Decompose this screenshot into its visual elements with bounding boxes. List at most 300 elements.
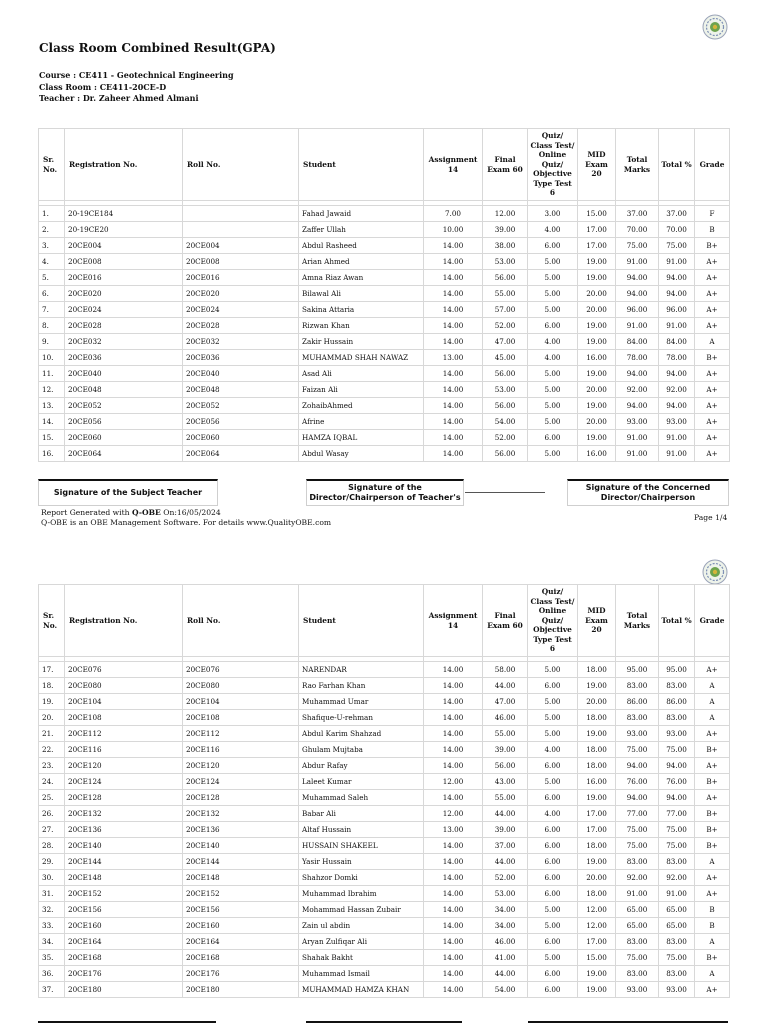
total-percent-cell: 91.00 [659,430,695,446]
assignment-cell: 14.00 [424,966,483,982]
total-percent-cell: 94.00 [659,366,695,382]
total-percent-cell: 76.00 [659,774,695,790]
col-student: Student [299,129,424,201]
total-marks-cell: 91.00 [616,254,659,270]
mid-exam-cell: 16.00 [578,774,616,790]
table-row [39,918,730,934]
total-marks-cell: 37.00 [616,206,659,222]
table-row [39,334,730,350]
student-cell: Shafique-U-rehman [299,710,424,726]
quiz-cell: 6.00 [528,838,578,854]
registration-cell: 20CE168 [65,950,183,966]
total-marks-cell: 92.00 [616,870,659,886]
grade-cell: A+ [695,414,730,430]
quiz-cell: 6.00 [528,854,578,870]
sr-cell: 20. [39,710,65,726]
signature-strip [38,479,730,505]
student-cell: HAMZA IQBAL [299,430,424,446]
total-marks-cell: 75.00 [616,822,659,838]
table-row [39,366,730,382]
assignment-cell: 14.00 [424,790,483,806]
total-percent-cell: 91.00 [659,446,695,462]
mid-exam-cell: 20.00 [578,286,616,302]
total-marks-cell: 83.00 [616,966,659,982]
mid-exam-cell: 19.00 [578,366,616,382]
total-marks-cell: 83.00 [616,678,659,694]
sr-cell: 2. [39,222,65,238]
total-percent-cell: 75.00 [659,742,695,758]
table-body [39,201,730,462]
grade-cell: B+ [695,774,730,790]
final-exam-cell: 55.00 [483,286,528,302]
total-percent-cell: 92.00 [659,382,695,398]
assignment-cell: 14.00 [424,302,483,318]
roll-cell: 20CE116 [183,742,299,758]
final-exam-cell: 56.00 [483,366,528,382]
grade-cell: B+ [695,350,730,366]
sr-cell: 35. [39,950,65,966]
table-row [39,222,730,238]
assignment-cell: 14.00 [424,854,483,870]
assignment-cell: 13.00 [424,822,483,838]
quiz-cell: 4.00 [528,350,578,366]
final-exam-cell: 38.00 [483,238,528,254]
sr-cell: 16. [39,446,65,462]
roll-cell: 20CE040 [183,366,299,382]
registration-cell: 20CE080 [65,678,183,694]
total-percent-cell: 91.00 [659,254,695,270]
grade-cell: A [695,334,730,350]
total-percent-cell: 84.00 [659,334,695,350]
assignment-cell: 14.00 [424,446,483,462]
table-row [39,870,730,886]
table-row [39,318,730,334]
table-row [39,398,730,414]
sr-cell: 27. [39,822,65,838]
total-percent-cell: 83.00 [659,966,695,982]
total-percent-cell: 93.00 [659,726,695,742]
total-marks-cell: 75.00 [616,238,659,254]
page-title: Class Room Combined Result(GPA) [39,41,276,55]
total-percent-cell: 96.00 [659,302,695,318]
table-row [39,950,730,966]
mid-exam-cell: 19.00 [578,430,616,446]
assignment-cell: 14.00 [424,334,483,350]
student-cell: Abdul Wasay [299,446,424,462]
student-cell: NARENDAR [299,662,424,678]
table-row [39,254,730,270]
total-marks-cell: 94.00 [616,790,659,806]
table-row [39,822,730,838]
mid-exam-cell: 17.00 [578,806,616,822]
total-percent-cell: 93.00 [659,982,695,998]
quiz-cell: 6.00 [528,966,578,982]
mid-exam-cell: 19.00 [578,678,616,694]
mid-exam-cell: 20.00 [578,414,616,430]
signature-concerned-director: Signature of the Concerned Director/Chairperson [567,479,729,506]
col-grade: Grade [695,129,730,201]
total-marks-cell: 75.00 [616,742,659,758]
quiz-cell: 5.00 [528,774,578,790]
final-exam-cell: 37.00 [483,838,528,854]
quiz-cell: 5.00 [528,726,578,742]
student-cell: Faizan Ali [299,382,424,398]
table-row [39,238,730,254]
quiz-cell: 6.00 [528,934,578,950]
total-percent-cell: 75.00 [659,838,695,854]
total-percent-cell: 86.00 [659,694,695,710]
sr-cell: 8. [39,318,65,334]
total-percent-cell: 94.00 [659,398,695,414]
assignment-cell: 14.00 [424,934,483,950]
assignment-cell: 14.00 [424,398,483,414]
quiz-cell: 6.00 [528,822,578,838]
student-cell: Shahzor Domki [299,870,424,886]
result-table [38,584,730,998]
mid-exam-cell: 19.00 [578,726,616,742]
final-exam-cell: 45.00 [483,350,528,366]
mid-exam-cell: 15.00 [578,206,616,222]
quiz-cell: 5.00 [528,382,578,398]
col-roll: Roll No. [183,585,299,657]
institution-logo [702,559,728,585]
registration-cell: 20CE156 [65,902,183,918]
assignment-cell: 14.00 [424,902,483,918]
student-cell: Abdur Rafay [299,758,424,774]
total-percent-cell: 94.00 [659,270,695,286]
grade-cell: B [695,222,730,238]
student-cell: Muhammad Saleh [299,790,424,806]
grade-cell: A+ [695,430,730,446]
final-exam-cell: 54.00 [483,414,528,430]
total-marks-cell: 65.00 [616,902,659,918]
sr-cell: 7. [39,302,65,318]
registration-cell: 20CE004 [65,238,183,254]
sr-cell: 29. [39,854,65,870]
quiz-cell: 6.00 [528,886,578,902]
final-exam-cell: 47.00 [483,694,528,710]
roll-cell: 20CE120 [183,758,299,774]
grade-cell: B [695,902,730,918]
grade-cell: F [695,206,730,222]
mid-exam-cell: 19.00 [578,334,616,350]
roll-cell: 20CE036 [183,350,299,366]
assignment-cell: 14.00 [424,726,483,742]
registration-cell: 20CE180 [65,982,183,998]
mid-exam-cell: 17.00 [578,222,616,238]
registration-cell: 20CE120 [65,758,183,774]
total-percent-cell: 65.00 [659,918,695,934]
final-exam-cell: 52.00 [483,870,528,886]
roll-cell: 20CE124 [183,774,299,790]
roll-cell: 20CE064 [183,446,299,462]
student-cell: HUSSAIN SHAKEEL [299,838,424,854]
total-percent-cell: 83.00 [659,934,695,950]
assignment-cell: 14.00 [424,254,483,270]
table-row [39,710,730,726]
registration-cell: 20CE132 [65,806,183,822]
registration-cell: 20CE016 [65,270,183,286]
signature-line [465,492,545,493]
mid-exam-cell: 16.00 [578,350,616,366]
student-cell: Yasir Hussain [299,854,424,870]
student-cell: Amna Riaz Awan [299,270,424,286]
roll-cell: 20CE032 [183,334,299,350]
table-row [39,806,730,822]
final-exam-cell: 54.00 [483,982,528,998]
registration-cell: 20CE108 [65,710,183,726]
col-quiz: Quiz/ Class Test/ Online Quiz/ Objective Type Test 6 [528,129,578,201]
total-marks-cell: 77.00 [616,806,659,822]
roll-cell: 20CE156 [183,902,299,918]
registration-cell: 20CE124 [65,774,183,790]
table-row [39,382,730,398]
student-cell: Shahak Bakht [299,950,424,966]
quiz-cell: 5.00 [528,710,578,726]
signature-rule [38,1021,216,1023]
total-marks-cell: 70.00 [616,222,659,238]
table-row [39,790,730,806]
roll-cell: 20CE080 [183,678,299,694]
final-exam-cell: 56.00 [483,758,528,774]
total-marks-cell: 93.00 [616,726,659,742]
institution-logo [702,14,728,40]
grade-cell: A+ [695,982,730,998]
student-cell: Rizwan Khan [299,318,424,334]
total-marks-cell: 94.00 [616,398,659,414]
registration-cell: 20-19CE184 [65,206,183,222]
assignment-cell: 14.00 [424,678,483,694]
total-percent-cell: 83.00 [659,678,695,694]
quiz-cell: 5.00 [528,366,578,382]
sr-cell: 18. [39,678,65,694]
roll-cell: 20CE008 [183,254,299,270]
mid-exam-cell: 17.00 [578,238,616,254]
quiz-cell: 4.00 [528,806,578,822]
final-exam-cell: 44.00 [483,854,528,870]
col-final-exam: Final Exam 60 [483,129,528,201]
quiz-cell: 6.00 [528,430,578,446]
roll-cell: 20CE104 [183,694,299,710]
student-cell: Mohammad Hassan Zubair [299,902,424,918]
grade-cell: A [695,934,730,950]
quiz-cell: 5.00 [528,902,578,918]
assignment-cell: 10.00 [424,222,483,238]
col-quiz: Quiz/ Class Test/ Online Quiz/ Objective Type Test 6 [528,585,578,657]
mid-exam-cell: 19.00 [578,790,616,806]
assignment-cell: 14.00 [424,758,483,774]
student-cell: Afrine [299,414,424,430]
roll-cell: 20CE108 [183,710,299,726]
final-exam-cell: 39.00 [483,222,528,238]
registration-cell: 20CE136 [65,822,183,838]
sr-cell: 25. [39,790,65,806]
grade-cell: A [695,694,730,710]
total-marks-cell: 83.00 [616,934,659,950]
roll-cell: 20CE140 [183,838,299,854]
total-percent-cell: 70.00 [659,222,695,238]
registration-cell: 20CE116 [65,742,183,758]
total-percent-cell: 92.00 [659,870,695,886]
total-marks-cell: 93.00 [616,414,659,430]
final-exam-cell: 34.00 [483,918,528,934]
roll-cell: 20CE144 [183,854,299,870]
final-exam-cell: 12.00 [483,206,528,222]
report-footer [41,508,331,527]
assignment-cell: 14.00 [424,286,483,302]
registration-cell: 20CE060 [65,430,183,446]
roll-cell: 20CE020 [183,286,299,302]
mid-exam-cell: 18.00 [578,886,616,902]
sr-cell: 31. [39,886,65,902]
mid-exam-cell: 15.00 [578,950,616,966]
seal-icon [702,14,728,40]
mid-exam-cell: 19.00 [578,966,616,982]
sr-cell: 37. [39,982,65,998]
total-percent-cell: 78.00 [659,350,695,366]
total-marks-cell: 76.00 [616,774,659,790]
table-row [39,270,730,286]
assignment-cell: 14.00 [424,414,483,430]
sr-cell: 4. [39,254,65,270]
student-cell: Abdul Karim Shahzad [299,726,424,742]
quiz-cell: 5.00 [528,398,578,414]
grade-cell: A+ [695,870,730,886]
grade-cell: B+ [695,822,730,838]
grade-cell: A [695,854,730,870]
total-percent-cell: 75.00 [659,238,695,254]
total-percent-cell: 75.00 [659,950,695,966]
total-marks-cell: 92.00 [616,382,659,398]
grade-cell: B+ [695,838,730,854]
sr-cell: 17. [39,662,65,678]
mid-exam-cell: 18.00 [578,742,616,758]
col-registration: Registration No. [65,129,183,201]
assignment-cell: 14.00 [424,318,483,334]
quiz-cell: 4.00 [528,222,578,238]
col-total-percent: Total % [659,585,695,657]
table-row [39,742,730,758]
total-percent-cell: 77.00 [659,806,695,822]
student-cell: Asad Ali [299,366,424,382]
grade-cell: B+ [695,742,730,758]
grade-cell: A [695,678,730,694]
table-row [39,694,730,710]
table-row [39,414,730,430]
sr-cell: 3. [39,238,65,254]
final-exam-cell: 52.00 [483,430,528,446]
final-exam-cell: 53.00 [483,886,528,902]
quiz-cell: 6.00 [528,678,578,694]
table-row [39,902,730,918]
col-total-marks: Total Marks [616,585,659,657]
table-row [39,758,730,774]
mid-exam-cell: 19.00 [578,854,616,870]
registration-cell: 20CE040 [65,366,183,382]
mid-exam-cell: 18.00 [578,710,616,726]
roll-cell: 20CE160 [183,918,299,934]
student-cell: Zain ul abdin [299,918,424,934]
registration-cell: 20CE064 [65,446,183,462]
signature-rule [306,1021,462,1023]
student-cell: Bilawal Ali [299,286,424,302]
grade-cell: A+ [695,886,730,902]
col-roll: Roll No. [183,129,299,201]
student-cell: Ghulam Mujtaba [299,742,424,758]
table-row [39,886,730,902]
mid-exam-cell: 12.00 [578,918,616,934]
registration-cell: 20CE028 [65,318,183,334]
total-marks-cell: 91.00 [616,446,659,462]
grade-cell: B [695,918,730,934]
sr-cell: 19. [39,694,65,710]
registration-cell: 20CE036 [65,350,183,366]
signature-rule [528,1021,728,1023]
col-sr: Sr. No. [39,129,65,201]
student-cell: Babar Ali [299,806,424,822]
roll-cell: 20CE128 [183,790,299,806]
result-table [38,128,730,462]
total-marks-cell: 94.00 [616,286,659,302]
sr-cell: 1. [39,206,65,222]
table-row [39,430,730,446]
quiz-cell: 6.00 [528,318,578,334]
table-row [39,662,730,678]
total-percent-cell: 65.00 [659,902,695,918]
final-exam-cell: 53.00 [483,382,528,398]
student-cell: Altaf Hussain [299,822,424,838]
assignment-cell: 12.00 [424,774,483,790]
assignment-cell: 14.00 [424,662,483,678]
roll-cell: 20CE180 [183,982,299,998]
final-exam-cell: 55.00 [483,790,528,806]
table-row [39,934,730,950]
quiz-cell: 5.00 [528,918,578,934]
grade-cell: A+ [695,662,730,678]
registration-cell: 20CE152 [65,886,183,902]
quiz-cell: 5.00 [528,286,578,302]
registration-cell: 20CE024 [65,302,183,318]
total-percent-cell: 91.00 [659,318,695,334]
quiz-cell: 6.00 [528,790,578,806]
col-sr: Sr. No. [39,585,65,657]
col-grade: Grade [695,585,730,657]
mid-exam-cell: 17.00 [578,822,616,838]
quiz-cell: 5.00 [528,302,578,318]
grade-cell: A+ [695,366,730,382]
mid-exam-cell: 19.00 [578,398,616,414]
student-cell: Sakina Attaria [299,302,424,318]
assignment-cell: 14.00 [424,238,483,254]
roll-cell: 20CE004 [183,238,299,254]
table-row [39,838,730,854]
grade-cell: A+ [695,758,730,774]
col-assignment: Assignment 14 [424,585,483,657]
assignment-cell: 14.00 [424,950,483,966]
mid-exam-cell: 19.00 [578,982,616,998]
assignment-cell: 14.00 [424,982,483,998]
grade-cell: A+ [695,286,730,302]
final-exam-cell: 43.00 [483,774,528,790]
final-exam-cell: 47.00 [483,334,528,350]
teacher-line: Teacher : Dr. Zaheer Ahmed Almani [39,93,199,103]
final-exam-cell: 56.00 [483,270,528,286]
total-marks-cell: 94.00 [616,366,659,382]
registration-cell: 20CE148 [65,870,183,886]
total-percent-cell: 95.00 [659,662,695,678]
registration-cell: 20CE104 [65,694,183,710]
roll-cell: 20CE016 [183,270,299,286]
